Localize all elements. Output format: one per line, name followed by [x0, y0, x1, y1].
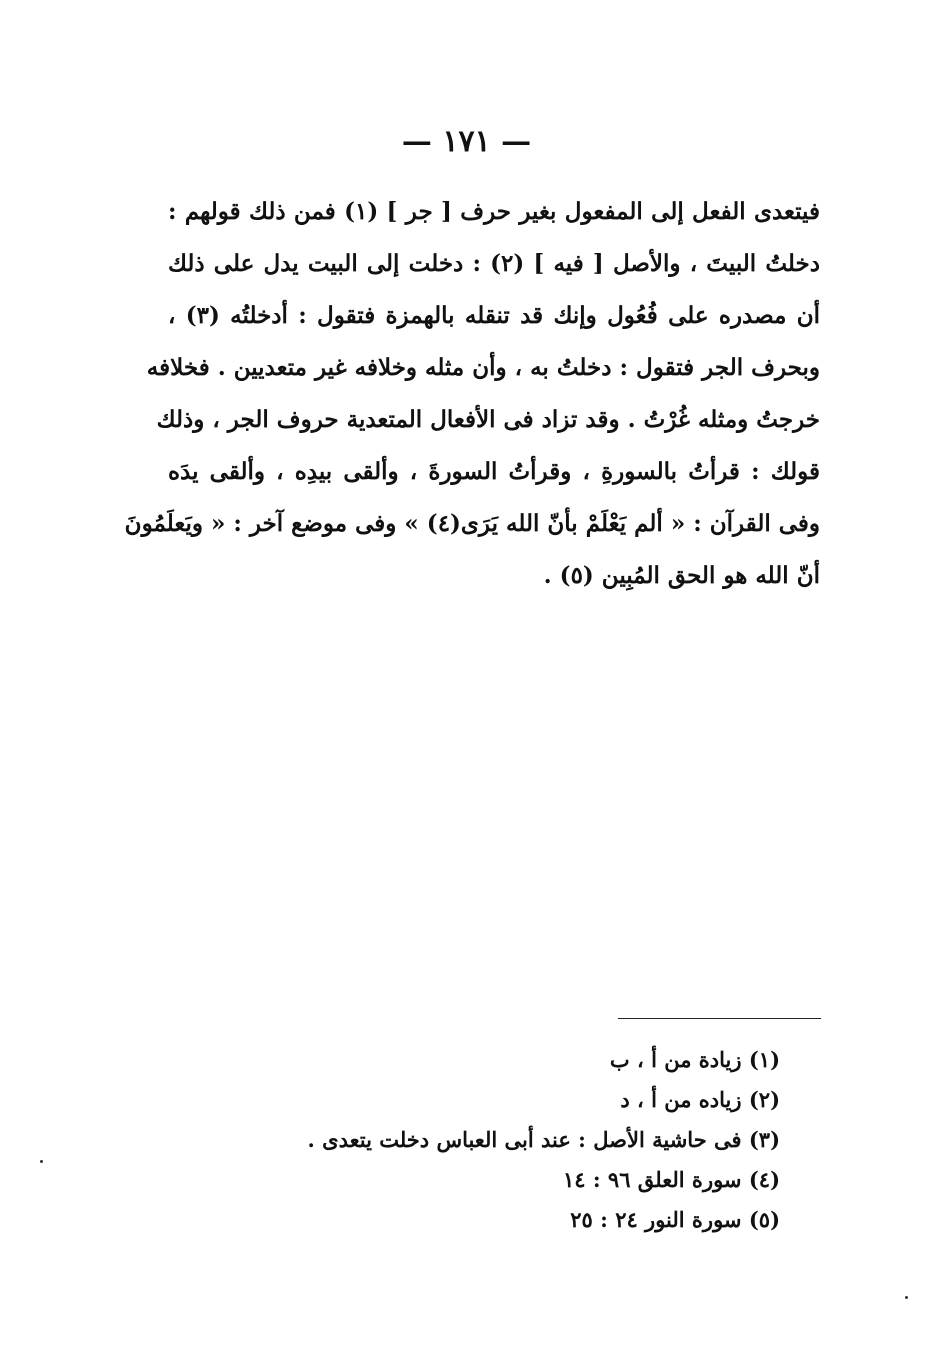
text-line-5: خرجتُ ومثله غُرْتُ . وقد تزاد فى الأفعال المتعدية حروف الجر ، وذلك	[156, 406, 820, 433]
footnote-5: (٥) سورة النور ٢٤ : ٢٥	[570, 1207, 780, 1232]
footnote-3: (٣) فى حاشية الأصل : عند أبى العباس دخلت يتعدى .	[307, 1127, 780, 1152]
text-line-4: وبحرف الجر فتقول : دخلتُ به ، وأن مثله وخلافه غير متعديين . فخلافه	[146, 354, 820, 381]
scan-speck	[40, 1160, 43, 1163]
footnote-4: (٤) سورة العلق ٩٦ : ١٤	[562, 1167, 780, 1192]
text-line-2: دخلتُ البيتَ ، والأصل [ فيه ] (٢) : دخلت إلى البيت يدل على ذلك	[168, 250, 820, 277]
footnote-1: (١) زيادة من أ ، ب	[609, 1047, 780, 1072]
main-text	[124, 186, 820, 602]
footnote-2: (٢) زياده من أ ، د	[620, 1087, 780, 1112]
text-line-1: فيتعدى الفعل إلى المفعول بغير حرف [ جر ] (١) فمن ذلك قولهم :	[168, 198, 820, 225]
text-line-6: قولك : قرأتُ بالسورةِ ، وقرأتُ السورةَ ، وألقى بيدِه ، وألقى يدَه	[168, 458, 820, 485]
page-number: — ١٧١ —	[401, 124, 532, 159]
text-line-7: وفى القرآن : « ألم يَعْلَمْ بأنّ الله يَرَى(٤) » وفى موضع آخر : « ويَعلَمُونَ	[124, 510, 820, 537]
footnotes	[300, 1040, 780, 1240]
text-line-3: أن مصدره على فُعُول وإنك قد تنقله بالهمزة فتقول : أدخلتُه (٣) ،	[168, 302, 820, 329]
text-line-8: أنّ الله هو الحق المُبِين (٥) .	[543, 562, 820, 589]
footnote-divider	[618, 1018, 821, 1019]
scan-speck	[905, 1296, 908, 1299]
